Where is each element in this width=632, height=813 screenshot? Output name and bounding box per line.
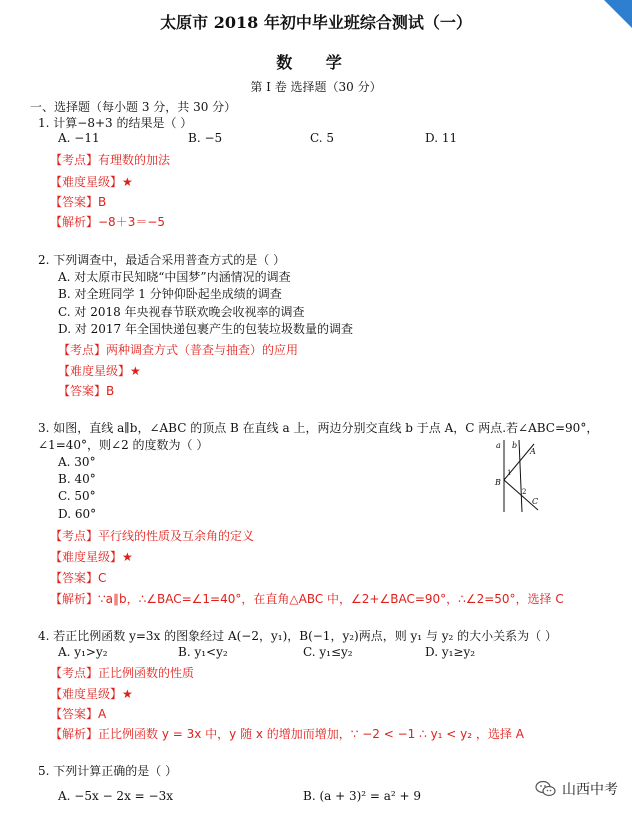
watermark xyxy=(535,779,618,799)
q4-daan: 【答案】A xyxy=(50,707,107,721)
subject-heading: 数 学 xyxy=(276,53,356,72)
q3-geometry-figure xyxy=(482,438,550,514)
q2-nandu: 【难度星级】★ xyxy=(58,364,141,378)
q2-kaodian: 【考点】两种调查方式（普查与抽查）的应用 xyxy=(58,343,299,357)
part-heading: 第 I 卷 选择题（30 分） xyxy=(250,80,382,94)
q4-nandu: 【难度星级】★ xyxy=(50,687,133,701)
q5-option-b: B. (a + 3)² = a² + 9 xyxy=(303,789,422,803)
q1-stem: 1. 计算−8+3 的结果是（ ） xyxy=(38,116,193,130)
q1-option-d: D. 11 xyxy=(425,131,458,145)
q4-option-d: D. y₁≥y₂ xyxy=(425,645,476,659)
q4-jiexi: 【解析】正比例函数 y = 3x 中，y 随 x 的增加而增加，∵ −2 < −1 ∴ y₁ < y₂ ，选择 A xyxy=(50,727,524,741)
q5-stem: 5. 下列计算正确的是（ ） xyxy=(38,764,178,778)
q1-jiexi: 【解析】−8＋3＝−5 xyxy=(50,215,166,229)
q4-stem: 4. 若正比例函数 y=3x 的图象经过 A(−2，y₁)，B(−1，y₂)两点，则 y₁ 与 y₂ 的大小关系为（ ） xyxy=(38,629,557,643)
q3-stem-line2: ∠1=40°，则∠2 的度数为（ ） xyxy=(38,438,209,452)
q1-nandu: 【难度星级】★ xyxy=(50,175,133,189)
q3-stem: 3. 如图，直线 a∥b，∠ABC 的顶点 B 在直线 a 上，两边分别交直线 b 于点 A，C 两点.若∠ABC=90°， xyxy=(38,421,599,435)
section-heading: 一、选择题（每小题 3 分，共 30 分） xyxy=(30,100,237,114)
wechat-icon xyxy=(535,780,557,798)
q1-option-c: C. 5 xyxy=(310,131,335,145)
q2-option-c: C. 对 2018 年央视春节联欢晚会收视率的调查 xyxy=(58,305,305,319)
q3-option-d: D. 60° xyxy=(58,507,97,521)
q3-kaodian: 【考点】平行线的性质及互余角的定义 xyxy=(50,529,255,543)
q1-kaodian: 【考点】有理数的加法 xyxy=(50,153,171,167)
q2-option-d: D. 对 2017 年全国快递包裹产生的包装垃圾数量的调查 xyxy=(58,322,353,336)
q1-daan: 【答案】B xyxy=(50,195,107,209)
label-point-a: A xyxy=(530,447,536,456)
q3-jiexi: 【解析】∵a∥b，∴∠BAC=∠1=40°，在直角△ABC 中，∠2+∠BAC=90°，∴∠2=50°，选择 C xyxy=(50,592,564,606)
q3-option-b: B. 40° xyxy=(58,472,96,486)
label-angle-2: 2 xyxy=(522,488,527,496)
q4-kaodian: 【考点】正比例函数的性质 xyxy=(50,666,195,680)
label-point-b: B xyxy=(495,478,501,487)
label-point-c: C xyxy=(532,497,539,506)
q1-option-a: A. −11 xyxy=(58,131,100,145)
label-angle-1: 1 xyxy=(507,469,512,477)
label-a-line: a xyxy=(496,441,501,450)
q4-option-b: B. y₁<y₂ xyxy=(178,645,228,659)
watermark-text: 山西中考 xyxy=(562,782,618,798)
label-b-line: b xyxy=(512,441,518,450)
q3-nandu: 【难度星级】★ xyxy=(50,550,133,564)
q1-option-b: B. −5 xyxy=(188,131,223,145)
q3-option-c: C. 50° xyxy=(58,489,96,503)
q2-option-b: B. 对全班同学 1 分钟仰卧起坐成绩的调查 xyxy=(58,287,282,301)
q2-option-a: A. 对太原市民知晓“中国梦”内涵情况的调查 xyxy=(58,270,291,284)
line-b xyxy=(519,440,522,512)
exam-title: 太原市 2018 年初中毕业班综合测试（一） xyxy=(160,13,472,32)
q2-daan: 【答案】B xyxy=(58,384,115,398)
q3-daan: 【答案】C xyxy=(50,571,107,585)
q3-option-a: A. 30° xyxy=(58,455,96,469)
q4-option-c: C. y₁≤y₂ xyxy=(303,645,353,659)
q4-option-a: A. y₁>y₂ xyxy=(58,645,108,659)
q2-stem: 2. 下列调查中，最适合采用普查方式的是（ ） xyxy=(38,253,286,267)
q5-option-a: A. −5x − 2x = −3x xyxy=(58,789,173,803)
